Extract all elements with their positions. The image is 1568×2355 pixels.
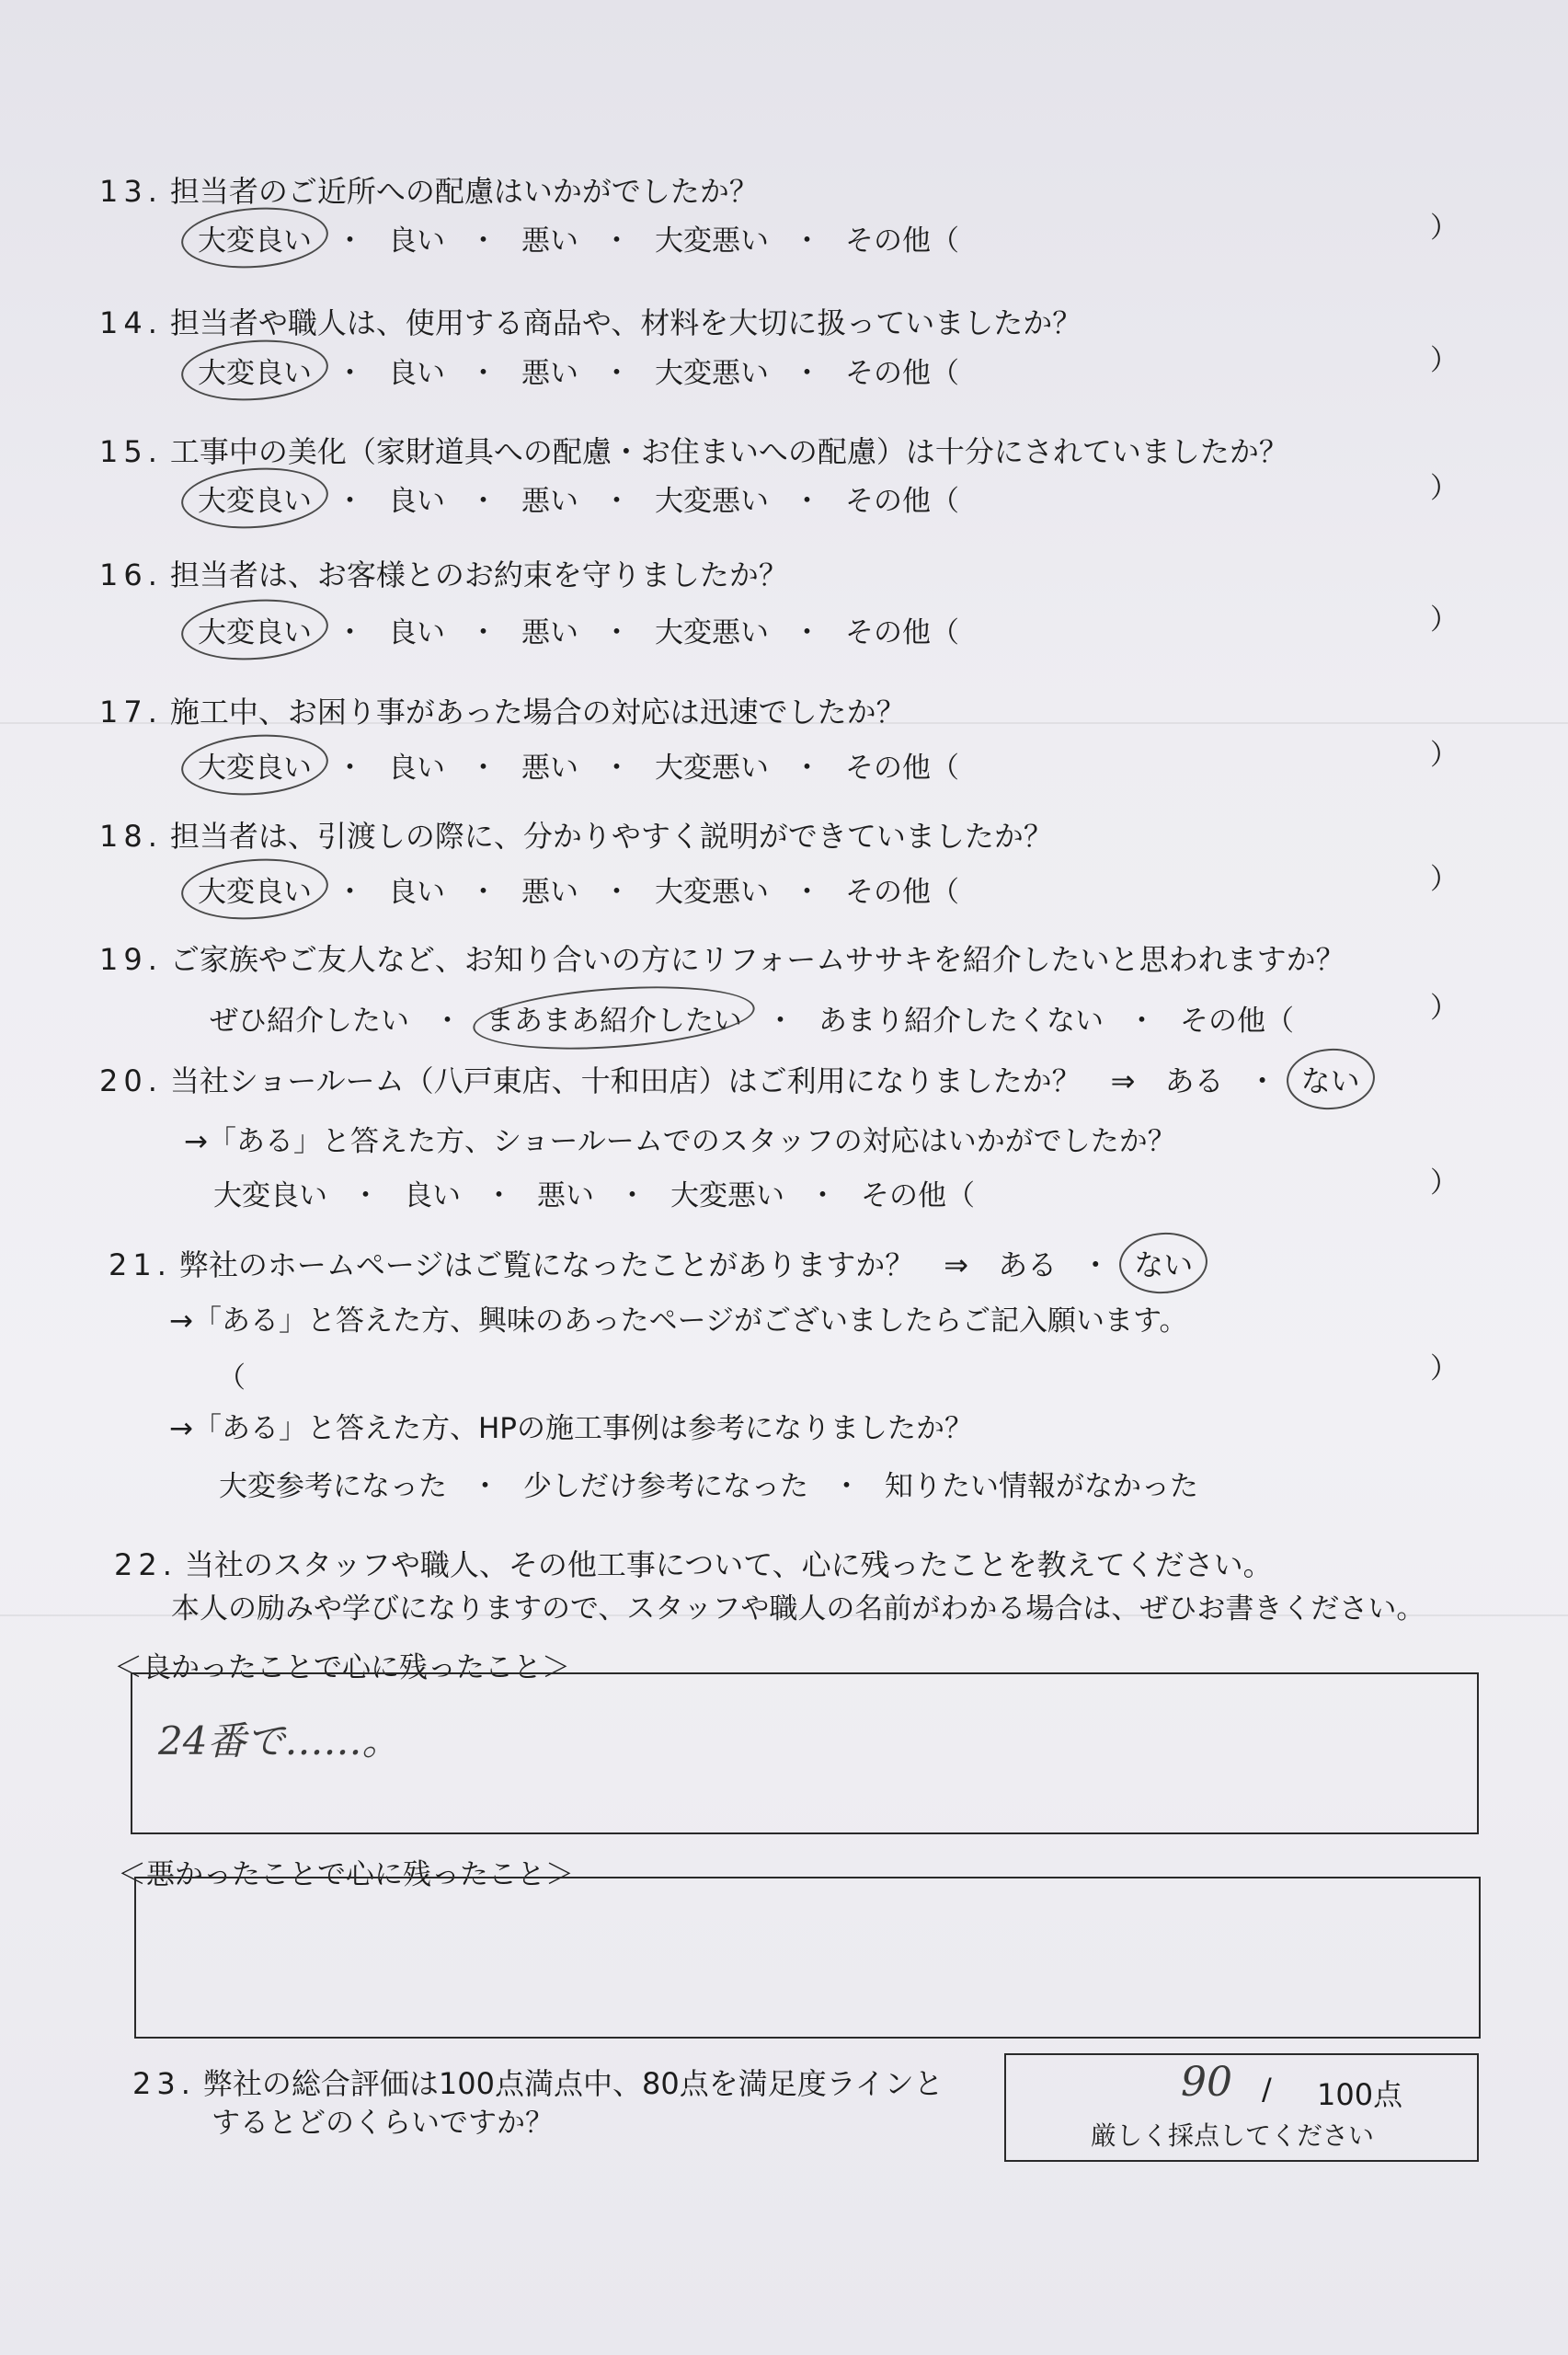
option-no[interactable]: ない [1301, 1058, 1360, 1100]
option-yes[interactable]: ある [1164, 1063, 1224, 1098]
answer-options: 大変良い ・ 良い ・ 悪い ・ 大変悪い ・ その他（ [198, 477, 959, 519]
option-very-bad[interactable]: 大変悪い [670, 1179, 784, 1212]
option-other[interactable]: その他（ [861, 1179, 975, 1212]
option-other[interactable]: その他（ [845, 224, 959, 258]
option-very-bad[interactable]: 大変悪い [655, 616, 769, 649]
answer-options: 大変良い ・ 良い ・ 悪い ・ 大変悪い ・ その他（ [198, 868, 959, 910]
opening-paren: （ [217, 1361, 246, 1395]
good-memories-label: ＜良かったことで心に残ったこと＞ [114, 1651, 570, 1684]
option-very-good[interactable]: 大変良い [198, 217, 312, 258]
option-good[interactable]: 良い [388, 224, 445, 258]
handwritten-answer: 24番で……。 [158, 1718, 401, 1763]
selection-circle [179, 202, 330, 272]
score-max: 100点 [1317, 2077, 1403, 2112]
selection-circle [1117, 1230, 1209, 1297]
selection-circle [1284, 1046, 1376, 1113]
question-text: 23. 弊社の総合評価は100点満点中、80点を満足度ラインと [132, 2066, 944, 2101]
option-good[interactable]: 良い [388, 616, 445, 649]
option-good[interactable]: 良い [388, 876, 445, 909]
bad-memories-label: ＜悪かったことで心に残ったこと＞ [118, 1858, 574, 1891]
option-other[interactable]: その他（ [845, 752, 959, 785]
question-text: 16. 担当者は、お客様とのお約束を守りましたか？ [99, 557, 788, 592]
option-very-bad[interactable]: 大変悪い [655, 876, 769, 909]
question-text: 17. 施工中、お困り事があった場合の対応は迅速でしたか？ [99, 695, 906, 729]
option-other[interactable]: その他（ [845, 876, 959, 909]
option-other[interactable]: その他（ [1180, 1005, 1294, 1038]
closing-paren: ） [1430, 1166, 1459, 1200]
follow-up-text: →「ある」と答えた方、HPの施工事例は参考になりましたか？ [169, 1412, 973, 1445]
option-very-helpful[interactable]: 大変参考になった [219, 1470, 447, 1503]
option-very-bad[interactable]: 大変悪い [655, 357, 769, 390]
option-no[interactable]: ない [1134, 1242, 1193, 1284]
closing-paren: ） [1430, 863, 1459, 896]
selection-circle [471, 978, 757, 1057]
option-bad[interactable]: 悪い [521, 224, 578, 258]
option-not-really[interactable]: あまり紹介したくない [818, 1005, 1104, 1038]
option-bad[interactable]: 悪い [521, 752, 578, 785]
option-very-good[interactable]: 大変良い [198, 609, 312, 650]
question-text: 13. 担当者のご近所への配慮はいかがでしたか？ [99, 174, 759, 209]
good-memories-box[interactable] [131, 1672, 1479, 1834]
option-bad[interactable]: 悪い [521, 485, 578, 518]
selection-circle [179, 729, 330, 799]
option-good[interactable]: 良い [388, 485, 445, 518]
score-box[interactable] [1004, 2053, 1479, 2162]
answer-options: 大変良い ・ 良い ・ 悪い ・ 大変悪い ・ その他（ [213, 1172, 975, 1213]
option-good[interactable]: 良い [404, 1179, 461, 1212]
option-other[interactable]: その他（ [845, 485, 959, 518]
option-bad[interactable]: 悪い [521, 357, 578, 390]
option-slightly-helpful[interactable]: 少しだけ参考になった [523, 1470, 808, 1503]
closing-paren: ） [1430, 472, 1459, 505]
closing-paren: ） [1430, 992, 1459, 1025]
question-text: 14. 担当者や職人は、使用する商品や、材料を大切に扱っていましたか？ [99, 305, 1082, 340]
score-note: 厳しく採点してください [1091, 2120, 1375, 2151]
answer-options: ぜひ紹介したい ・ まあまあ紹介したい ・ あまり紹介したくない ・ その他（ [210, 997, 1294, 1039]
question-text: 20. 当社ショールーム（八戸東店、十和田店）はご利用になりましたか？ ⇒ ある ・ ない [99, 1058, 1360, 1100]
selection-circle [179, 594, 330, 664]
answer-options: 大変参考になった ・ 少しだけ参考になった ・ 知りたい情報がなかった [219, 1463, 1198, 1504]
question-subtext: するとどのくらいですか？ [212, 2107, 554, 2140]
question-text: 15. 工事中の美化（家財道具への配慮・お住まいへの配慮）は十分にされていましたか？ [99, 434, 1288, 469]
selection-circle [179, 854, 330, 924]
selection-circle [179, 463, 330, 533]
option-very-good[interactable]: 大変良い [213, 1179, 327, 1212]
answer-options: 大変良い ・ 良い ・ 悪い ・ 大変悪い ・ その他（ [198, 744, 959, 786]
question-subtext: 本人の励みや学びになりますので、スタッフや職人の名前がわかる場合は、ぜひお書きください。 [171, 1592, 1425, 1626]
option-very-good[interactable]: 大変良い [198, 744, 312, 786]
option-other[interactable]: その他（ [845, 357, 959, 390]
bad-memories-box[interactable] [134, 1877, 1481, 2039]
option-definitely[interactable]: ぜひ紹介したい [210, 1005, 409, 1038]
option-very-good[interactable]: 大変良い [198, 350, 312, 391]
follow-up-text: →「ある」と答えた方、ショールームでのスタッフの対応はいかがでしたか？ [184, 1125, 1176, 1158]
closing-paren: ） [1430, 344, 1459, 377]
option-bad[interactable]: 悪い [521, 876, 578, 909]
answer-options: 大変良い ・ 良い ・ 悪い ・ 大変悪い ・ その他（ [198, 609, 959, 650]
question-text: 21. 弊社のホームページはご覧になったことがありますか？ ⇒ ある ・ ない [109, 1242, 1193, 1284]
question-text: 22. 当社のスタッフや職人、その他工事について、心に残ったことを教えてください。 [114, 1547, 1273, 1582]
option-no-info[interactable]: 知りたい情報がなかった [885, 1470, 1198, 1503]
option-yes[interactable]: ある [998, 1247, 1058, 1282]
answer-options: 大変良い ・ 良い ・ 悪い ・ 大変悪い ・ その他（ [198, 350, 959, 391]
option-very-good[interactable]: 大変良い [198, 477, 312, 519]
score-slash: / [1262, 2072, 1272, 2107]
question-text: 19. ご家族やご友人など、お知り合いの方にリフォームササキを紹介したいと思われますか？ [99, 942, 1345, 977]
option-very-good[interactable]: 大変良い [198, 868, 312, 910]
selection-circle [179, 335, 330, 405]
closing-paren: ） [1430, 212, 1459, 245]
option-other[interactable]: その他（ [845, 616, 959, 649]
closing-paren: ） [1430, 739, 1459, 772]
option-good[interactable]: 良い [388, 357, 445, 390]
option-good[interactable]: 良い [388, 752, 445, 785]
option-very-bad[interactable]: 大変悪い [655, 485, 769, 518]
option-very-bad[interactable]: 大変悪い [655, 752, 769, 785]
option-bad[interactable]: 悪い [521, 616, 578, 649]
closing-paren: ） [1430, 1352, 1459, 1385]
closing-paren: ） [1430, 603, 1459, 637]
answer-options: 大変良い ・ 良い ・ 悪い ・ 大変悪い ・ その他（ [198, 217, 959, 258]
option-very-bad[interactable]: 大変悪い [655, 224, 769, 258]
handwritten-score: 90 [1181, 2059, 1232, 2106]
option-bad[interactable]: 悪い [537, 1179, 594, 1212]
question-text: 18. 担当者は、引渡しの際に、分かりやすく説明ができていましたか？ [99, 819, 1053, 854]
option-somewhat[interactable]: まあまあ紹介したい [486, 997, 742, 1039]
follow-up-text: →「ある」と答えた方、興味のあったページがございましたらご記入願います。 [169, 1304, 1188, 1338]
